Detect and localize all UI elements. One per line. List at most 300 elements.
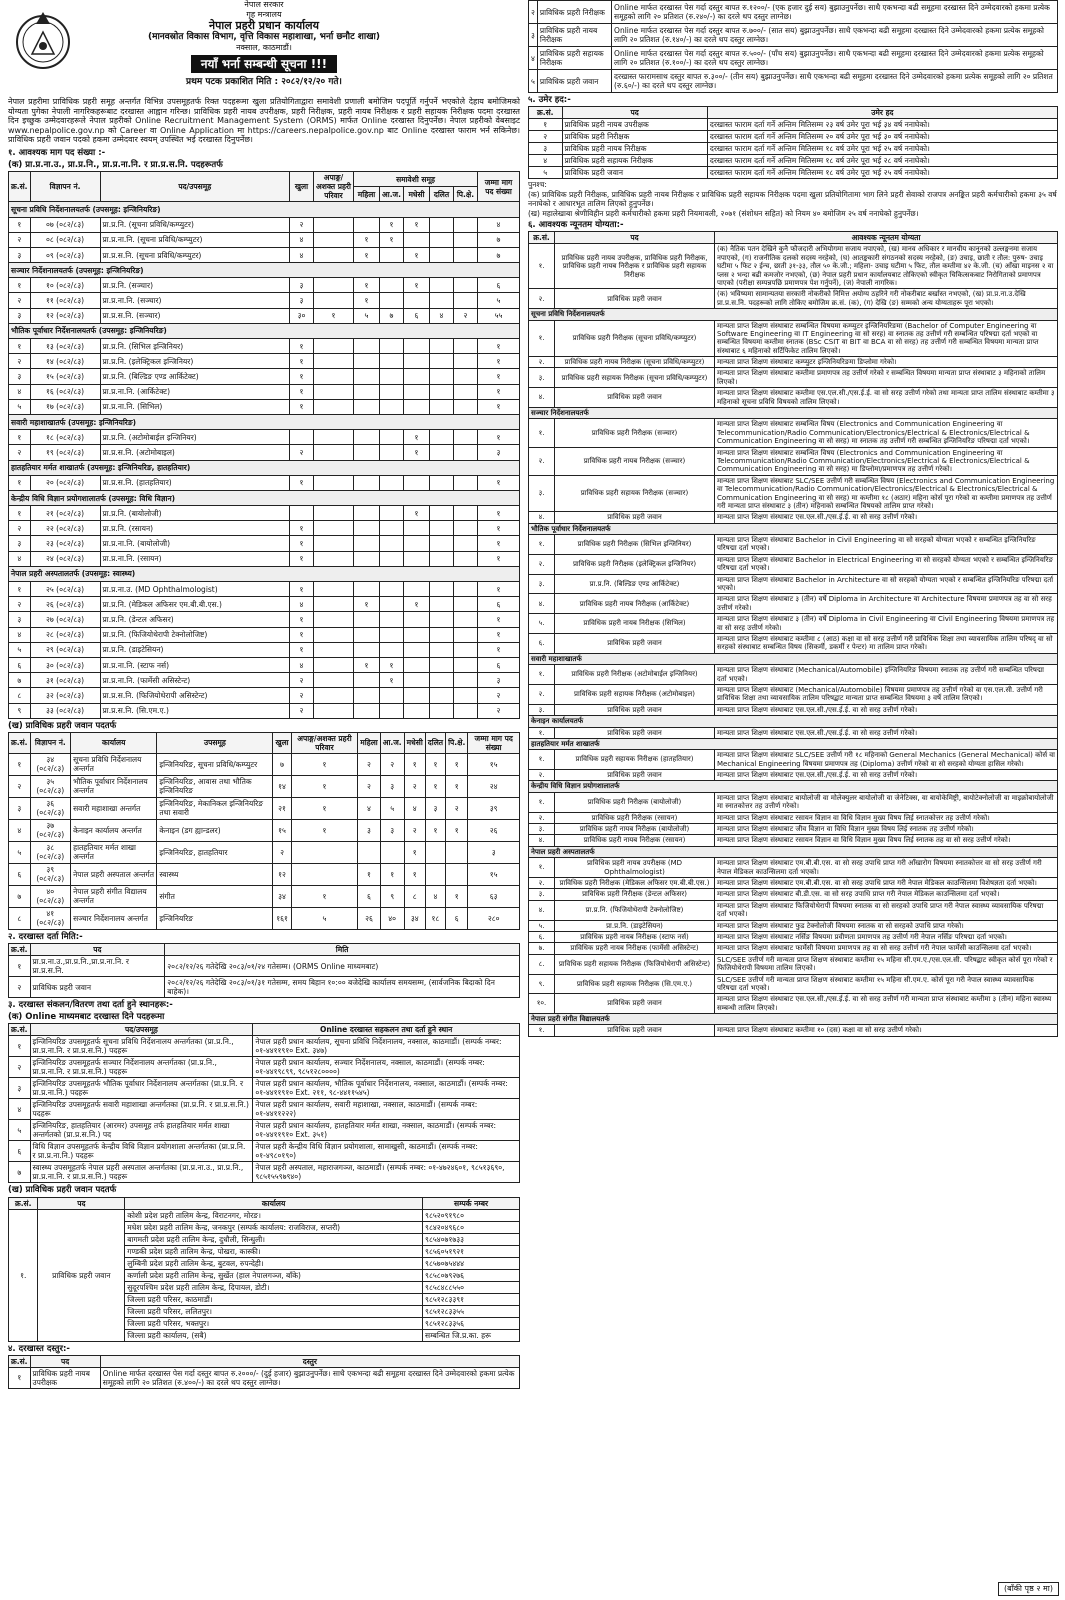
table-cell: मान्यता प्राप्त शिक्षण संस्थाबाट SLC/SEE उत्तीर्ण गरी सम्बन्धित विषय (Electronics and Communication Engineering वा Telecommunication/Radio Communication/Electronics/Electrical & Electronics/Electrical & Communication Engineering वा सो सरह) मा कम्तीमा १८ (अठार) महिना कोर्स पूरा गरेको वा कम्तीमा प्रमाणपत्र तह उत्तीर्ण गरी मान्यता प्राप्त संस्थाबाट ३ (तीन) महिनाको सम्बन्धित विषयको तालिम प्राप्त गरेको। [715, 475, 1058, 512]
table-cell: १ [478, 339, 520, 354]
table-cell: प्राविधिक प्रहरी जवान [555, 770, 715, 781]
table-row [529, 320, 1058, 357]
table-cell: मान्यता प्राप्त शिक्षण संस्थाबाट कम्तीमा ८ (आठ) कक्षा वा सो सरह उत्तीर्ण गरी प्राविधिक शिक्षा तथा व्यावसायिक तालिम परिषद् वा सो सरहको संस्थाबाट सम्बन्धित विषय (सिकर्मी, डकर्मी र पेन्टर) मा तालिम प्राप्त गरेको। [715, 634, 1058, 654]
table-cell: २८ (०८२/८३) [30, 627, 100, 642]
table-cell: प्राविधिक प्रहरी सहायक निरीक्षक (सूचना प्रविधि/कम्प्युटर) [555, 368, 715, 388]
table-cell: ३. [529, 574, 555, 594]
table-cell: १ [354, 247, 380, 262]
table-cell [380, 597, 404, 612]
section-1b-title: (ख) प्राविधिक प्रहरी जवान पदतर्फ [8, 720, 117, 731]
table-row [529, 770, 1058, 781]
column-header: पद [555, 232, 715, 244]
note-line: पुनश्च: [528, 180, 547, 190]
table-cell: १ [314, 308, 354, 323]
table-cell [404, 384, 430, 399]
table-cell: ३३ (०८२/८३) [30, 703, 100, 718]
section-4-title: ४. दरखास्त दस्तुर:- [8, 1343, 70, 1354]
table-cell: २५ (०८२/८३) [30, 582, 100, 597]
table-cell [354, 339, 380, 354]
table-cell [314, 551, 354, 566]
table-row [529, 1014, 1058, 1025]
table-cell: मधेश प्रदेश प्रहरी तालिम केन्द्र, जनकपुर (सम्पर्क कार्यालय: राजविराज, सप्तरी) [125, 1221, 423, 1233]
table-cell: प्राविधिक प्रहरी नायब निरीक्षक [562, 143, 707, 155]
table-cell: इन्जिनियरिङ [157, 907, 273, 929]
table-cell: १ [290, 521, 314, 536]
table-jawan-posts [8, 732, 520, 930]
table-cell [314, 293, 354, 308]
table-cell [430, 627, 454, 642]
table-cell: १ [404, 247, 430, 262]
table-row [9, 1209, 520, 1221]
notice-banner: नयाँ भर्ना सम्बन्धी सूचना !!! [191, 55, 337, 73]
table-cell: ४. [529, 512, 555, 523]
table-cell: ७ [9, 885, 31, 907]
table-cell: १ [478, 551, 520, 566]
table-row [529, 388, 1058, 408]
table-row [9, 956, 520, 977]
table-cell [314, 536, 354, 551]
table-row [529, 368, 1058, 388]
table-cell [404, 293, 430, 308]
table-cell: ७ [273, 753, 291, 775]
section-1a-title: (क) प्रा.प्र.ना.उ., प्रा.प्र.नि., प्रा.प्र.ना.नि. र प्रा.प्र.स.नि. पदहरूतर्फ [8, 160, 223, 171]
table-cell: प्राविधिक प्रहरी निरीक्षक (सूचना प्रविधि/कम्प्युटर) [555, 320, 715, 357]
table-row [529, 419, 1058, 447]
table-row [9, 308, 520, 323]
col-backward: पि.क्षे. [454, 187, 478, 202]
table-cell: १ [354, 293, 380, 308]
table-cell: मान्यता प्राप्त शिक्षण संस्थाबाट रसायन विज्ञान वा विधि विज्ञान मुख्य विषय लिई स्नातकोत्तर तह उत्तीर्ण गरेको। [715, 812, 1058, 823]
publish-date: प्रथम पटक प्रकाशित मिति : २०८२/१२/२० गते। [186, 77, 342, 88]
table-row [9, 399, 520, 414]
table-cell [354, 536, 380, 551]
table-cell [404, 703, 430, 718]
table-row [529, 704, 1058, 715]
table-cell: ३ [380, 775, 404, 797]
table-cell [430, 551, 454, 566]
table-cell [454, 673, 478, 688]
table-cell: ४. [529, 900, 555, 920]
table-cell: सञ्चार निर्देशनालय अन्तर्गत [71, 907, 157, 929]
table-cell [454, 536, 478, 551]
table-row [529, 994, 1058, 1014]
group-heading: केन्द्रीय विधि विज्ञान प्रयोगशालातर्फ (उपसमूह: विधि विज्ञान) [9, 490, 520, 505]
table-cell: मान्यता प्राप्त शिक्षण संस्थाबाट कम्तीमा एस.एल.सी./एस.ई.ई. वा सो सरह उत्तीर्ण गरेको तथा मान्यता प्राप्त तालिम संस्थाबाट कम्तीमा ३ महिनाको सूचना प्रविधि विषयको तालिम लिएको। [715, 388, 1058, 408]
table-cell: २. [529, 447, 555, 475]
table-row [9, 688, 520, 703]
table-cell [454, 703, 478, 718]
table-cell: १८ [425, 907, 445, 929]
table-cell: ५ [529, 167, 563, 179]
table-row [9, 673, 520, 688]
table-cell: ९८५४०७१७३३ [423, 1233, 520, 1245]
table-cell: मान्यता प्राप्त शिक्षण संस्थाबाट फार्मेसी विषयमा प्रमाणपत्र तह वा सो सरह उत्तीर्ण गरी नेपाल फार्मेसी काउन्सिलमा दर्ता भएको। [715, 943, 1058, 954]
table-cell: १ [9, 217, 31, 232]
table-cell: १ [9, 1367, 31, 1388]
table-cell: ५. [529, 614, 555, 634]
table-cell [291, 841, 358, 863]
table-cell [314, 430, 354, 445]
table-cell [430, 657, 454, 672]
table-cell: २१ [273, 797, 291, 819]
table-cell: इन्जिनियरिङ, मेकानिकल इन्जिनियरिङ तथा सवारी [157, 797, 273, 819]
table-cell: १ [380, 863, 404, 885]
table-cell: Online मार्फत दरखास्त पेस गर्दा दस्तुर बापत रु.१२००/- (एक हजार दुई सय) बुझाउनुपर्नेछ। साथै एकभन्दा बढी समूहमा दरखास्त दिने उम्मेदवारको हकमा प्रत्येक समूहको लागि २० प्रतिशत (रु.२४०/-) का दरले थप दस्तुर लाग्नेछ। [612, 1, 1058, 24]
table-cell [454, 247, 478, 262]
table-cell: जिल्ला प्रहरी परिसर, भक्तपुर। [125, 1317, 423, 1329]
table-cell: प्राविधिक प्रहरी जवान [537, 70, 611, 93]
table-cell: २ [446, 797, 468, 819]
table-row [529, 824, 1058, 835]
group-heading: भौतिक पूर्वाधार निर्देशनालयतर्फ (उपसमूह: इन्जिनियरिङ) [9, 323, 520, 338]
table-cell [430, 688, 454, 703]
table-cell: २९ (०८२/८३) [30, 642, 100, 657]
table-cell [430, 536, 454, 551]
table-cell: १ [290, 536, 314, 551]
table-cell: प्राविधिक प्रहरी निरीक्षक (सञ्चार) [555, 419, 715, 447]
table-cell: २ [9, 977, 31, 998]
table-cell: १ [478, 506, 520, 521]
table-cell: प्रा.प्र.ना.नि. (सिभिल) [100, 399, 289, 414]
table-cell: २. [529, 357, 555, 368]
table-cell: प्राविधिक प्रहरी नायब निरीक्षक (फार्मेसी असिस्टेन्ट) [555, 943, 715, 954]
table-cell: भौतिक पूर्वाधार निर्देशनालय अन्तर्गत [71, 775, 157, 797]
table-cell: ५ [9, 841, 31, 863]
table-cell: १ [9, 1036, 31, 1057]
table-row [9, 566, 520, 581]
table-cell [354, 627, 380, 642]
table-cell: २ [358, 775, 380, 797]
table-row [529, 781, 1058, 792]
table-cell: १ [425, 775, 445, 797]
table-cell [404, 627, 430, 642]
table-cell: ३४ [404, 907, 425, 929]
table-cell: मान्यता प्राप्त शिक्षण संस्थाबाट फिजियोथेरापी विषयमा स्नातक वा सो सरहको उपाधि प्राप्त गरी नेपाल स्वास्थ्य व्यावसायिक परिषद्मा दर्ता भएको। [715, 900, 1058, 920]
table-cell: ४ [9, 551, 31, 566]
section-1-title: १. आवश्यक माग पद संख्या :- [8, 147, 106, 158]
table-cell [314, 642, 354, 657]
table-cell: १ [354, 657, 380, 672]
table-cell: प्राविधिक प्रहरी नायब निरीक्षक (सूचना प्रविधि/कम्प्युटर) [555, 357, 715, 368]
table-cell: ८ [404, 885, 425, 907]
table-cell: प्राविधिक प्रहरी सहायक निरीक्षक [537, 47, 611, 70]
table-cell: २. [529, 289, 555, 309]
table-cell: ९८५१२८३३९१ [423, 1293, 520, 1305]
table-cell [354, 642, 380, 657]
table-cell: २ [290, 445, 314, 460]
table-cell: १ [380, 657, 404, 672]
table-row [9, 323, 520, 338]
table-cell: १. [529, 665, 555, 685]
table-cell: प्रा.प्र.ना.नि. (रसायन) [100, 551, 289, 566]
table-cell: दरखास्त फाराम दर्ता गर्ने अन्तिम मितिसम्म १८ वर्ष उमेर पूरा भई २८ वर्ष ननाघेको। [707, 155, 1057, 167]
group-heading: सवारी महाशाखातर्फ [529, 653, 1058, 664]
table-cell: १. [529, 244, 555, 289]
table-cell: मान्यता प्राप्त शिक्षण संस्थाबाट (Mechanical/Automobile) इन्जिनियरिङ विषयमा स्नातक तह उत्तीर्ण गरी सम्बन्धित परिषद्मा दर्ता भएको। [715, 665, 1058, 685]
notice-header [8, 0, 520, 95]
section-6-title: ६. आवश्यक न्यूनतम योग्यता:- [528, 220, 624, 231]
column-header: मधेसी [404, 732, 425, 753]
table-cell: मान्यता प्राप्त शिक्षण संस्थाबाट ३ (तीन) वर्षे Diploma in Civil Engineering वा Civil Engineering विषयमा प्रमाणपत्र तह वा सो सरह उत्तीर्ण गरेको। [715, 614, 1058, 634]
table-cell: ७ [9, 1162, 31, 1183]
table-cell: प्रा.प्र.नि. (डाइटेसियन) [555, 920, 715, 931]
table-cell: ४१ (०८२/८३) [30, 907, 71, 929]
table-cell: कोशी प्रदेश प्रहरी तालिम केन्द्र, विराटनगर, मोरङ। [125, 1209, 423, 1221]
table-cell [314, 247, 354, 262]
table-cell: ३ [425, 797, 445, 819]
table-cell: १६ (०८२/८३) [30, 384, 100, 399]
table-cell: १ [478, 521, 520, 536]
section-3a-title: (क) Online माध्यमबाट दरखास्त दिने पदहरूमा [8, 1012, 165, 1023]
table-age-limit [528, 106, 1058, 179]
table-cell: प्राविधिक प्रहरी जवान [555, 634, 715, 654]
table-cell: इन्जिनियरिङ उपसमूहतर्फ सञ्चार निर्देशनालय अन्तर्गतका (प्रा.प्र.नि., प्रा.प्र.ना.नि. र प्रा.प्र.स.नि.) पदहरू [30, 1057, 253, 1078]
table-row [9, 642, 520, 657]
table-cell [454, 657, 478, 672]
table-row [9, 217, 520, 232]
table-cell [380, 841, 404, 863]
table-row [9, 1367, 520, 1388]
table-cell: ७ [9, 673, 31, 688]
column-header: मिति [165, 944, 520, 956]
table-cell: ३. [529, 889, 555, 900]
table-fee-first-row [8, 1355, 520, 1389]
table-cell: १ [446, 885, 468, 907]
table-cell: ३. [529, 368, 555, 388]
table-cell: ४० (०८२/८३) [30, 885, 71, 907]
column-header: पद/उपसमूह [30, 1024, 253, 1036]
table-row [529, 877, 1058, 888]
table-cell: SLC/SEE उत्तीर्ण गरी मान्यता प्राप्त शिक्षण संस्थाबाट कम्तीमा १५ महिना सी.एम.ए. कोर्स पूरा गरी नेपाल स्वास्थ्य व्यावसायिक परिषद्मा दर्ता भएको। [715, 974, 1058, 994]
table-cell [430, 293, 454, 308]
table-cell [454, 551, 478, 566]
table-cell [314, 506, 354, 521]
table-row [529, 1025, 1058, 1036]
table-cell: सवारी महाशाखा अन्तर्गत [71, 797, 157, 819]
table-online-locations [8, 1023, 520, 1183]
column-header: क्र.सं. [529, 107, 563, 119]
table-cell: ३९ (०८२/८३) [30, 863, 71, 885]
section-5-title: ५. उमेर हद:- [528, 95, 571, 105]
table-cell [380, 536, 404, 551]
table-cell [380, 293, 404, 308]
col-disabled-family: अपाङ्ग/अशक्त प्रहरी परिवार [314, 172, 354, 202]
table-cell: इन्जिनियरिङ, हातहतियार (आरमर) उपसमूह तर्फ हातहतियार मर्मत शाखा अन्तर्गतको (प्रा.प्र.स.नि.) पद [30, 1120, 253, 1141]
header-location: नक्साल, काठमाडौं। [236, 43, 292, 53]
table-cell: ९८५७०७५४४४ [423, 1257, 520, 1269]
table-cell: केनाइन कार्यालय अन्तर्गत [71, 819, 157, 841]
table-row [529, 954, 1058, 974]
table-cell: कर्णाली प्रदेश प्रहरी तालिम केन्द्र, सुर्खेत (हाल नेपालगञ्ज, बाँके) [125, 1269, 423, 1281]
column-header: आवश्यक न्यूनतम योग्यता [715, 232, 1058, 244]
table-cell [354, 369, 380, 384]
table-cell [430, 475, 454, 490]
table-cell: प्राविधिक प्रहरी सहायक निरीक्षक (अटोमोबाइल) [555, 684, 715, 704]
table-cell: २८० [468, 907, 520, 929]
column-header: क्र.सं. [9, 944, 31, 956]
table-cell: मान्यता प्राप्त शिक्षण संस्थाबाट सम्बन्धित विषयमा कम्प्युटर इन्जिनियरिङमा (Bachelor of Computer Engineering वा Software Engineering वा IT Engineering वा सो सरह) वा स्नातक तह उत्तीर्ण गरी सम्बन्धित परिषद्मा दर्ता भएको वा सम्बन्धित विषयमा कम्तीमा स्नातक (BSc CSIT वा BIT वा BCA वा सो सरह) तह उत्तीर्ण गरी सम्बन्धित विषयमा मान्यता प्राप्त संस्थाबाट ६ महिनाको सर्टिफिकेट तालिम लिएको। [715, 320, 1058, 357]
table-cell [380, 445, 404, 460]
column-header: उपसमूह [157, 732, 273, 753]
table-cell: ९८५१२८३३५६ [423, 1317, 520, 1329]
table-cell [425, 863, 445, 885]
group-heading: सञ्चार निर्देशनालयतर्फ (उपसमूह: इन्जिनियरिङ) [9, 263, 520, 278]
table-cell: ५ [9, 399, 31, 414]
table-cell: गण्डकी प्रदेश प्रहरी तालिम केन्द्र, पोखरा, कास्की। [125, 1245, 423, 1257]
group-heading: हातहतियार मर्मत शाखातर्फ (उपसमूह: इन्जिनियरिङ, हातहतियार) [9, 460, 520, 475]
table-officer-posts [8, 171, 520, 718]
table-cell: ३५ (०८२/८३) [30, 775, 71, 797]
table-cell [314, 703, 354, 718]
table-cell: ७ [380, 308, 404, 323]
table-cell: १ [290, 369, 314, 384]
table-row [529, 594, 1058, 614]
table-cell: इन्जिनियरिङ उपसमूहतर्फ सूचना प्रविधि निर्देशनालय अन्तर्गतका (प्रा.प्र.नि., प्रा.प्र.ना.नि. र प्रा.प्र.स.नि.) पदहरू [30, 1036, 253, 1057]
table-cell [354, 551, 380, 566]
table-cell [314, 657, 354, 672]
table-cell: २ [404, 819, 425, 841]
table-cell: १ [290, 339, 314, 354]
table-cell [446, 841, 468, 863]
col-total: जम्मा माग पद संख्या [478, 172, 520, 202]
table-cell: ९८५८४८८५५० [423, 1281, 520, 1293]
table-cell: प्राविधिक प्रहरी नायब उपरीक्षक, प्राविधिक प्रहरी निरीक्षक, प्राविधिक प्रहरी नायब निरीक्षक र प्राविधिक प्रहरी सहायक निरीक्षक [555, 244, 715, 289]
table-cell: ४ [529, 47, 538, 70]
table-cell [314, 597, 354, 612]
table-cell [430, 597, 454, 612]
column-header: क्र.सं. [9, 732, 31, 753]
table-cell [354, 673, 380, 688]
table-cell: १ [9, 956, 31, 977]
table-cell: प्राविधिक प्रहरी जवान [555, 388, 715, 408]
table-cell: २१ (०८२/८३) [30, 506, 100, 521]
table-cell [454, 369, 478, 384]
table-cell: ९ [380, 885, 404, 907]
table-cell [380, 399, 404, 414]
table-row [9, 703, 520, 718]
table-cell [430, 369, 454, 384]
table-cell: प्रा.प्र.स.नि. (सूचना प्रविधि/कम्प्युटर) [100, 247, 289, 262]
table-cell: ७. [529, 943, 555, 954]
table-cell: ६ [358, 885, 380, 907]
table-cell: ४ [290, 247, 314, 262]
table-cell: प्राविधिक प्रहरी निरीक्षक (अटोमोबाईल इन्जिनियर) [555, 665, 715, 685]
col-inclusive-group: समावेशी समूह [354, 172, 478, 187]
table-cell: SLC/SEE उत्तीर्ण गरी मान्यता प्राप्त शिक्षण संस्थाबाट कम्तीमा १५ महिना सी.एम.ए./एस.एल.सी. परिषद्बाट स्वीकृत कोर्स पूरा गरेको र फिजियोथेरापी विषयमा तालिम लिएको। [715, 954, 1058, 974]
table-cell: २ [9, 1057, 31, 1078]
table-cell: प्राविधिक प्रहरी नायब उपरीक्षक [30, 1367, 100, 1388]
table-cell: २ [9, 354, 31, 369]
table-cell: प्राविधिक प्रहरी जवान [555, 994, 715, 1014]
table-cell: प्रा.प्र.नि. (रसायन) [100, 521, 289, 536]
table-cell: दरखास्त फाराम दर्ता गर्ने अन्तिम मितिसम्म २३ वर्ष उमेर पूरा भई ३४ वर्ष ननाघेको। [707, 119, 1057, 131]
table-cell: नेपाल प्रहरी अस्पताल अन्तर्गत [71, 863, 157, 885]
table-cell: २ [529, 131, 563, 143]
table-row [9, 278, 520, 293]
table-cell: नेपाल प्रहरी प्रधान कार्यालय, सञ्चार निर्देशनालय, नक्साल, काठमाडौं। (सम्पर्क नम्बर: ०१-४४१९८९९, ९८५१२८००००) [253, 1057, 520, 1078]
table-cell [314, 354, 354, 369]
table-cell: प्रा.प्र.नि. (बिल्डिङ एण्ड आर्किटेक्ट) [100, 369, 289, 384]
table-cell: १. [529, 1025, 555, 1036]
table-cell [314, 399, 354, 414]
table-cell [354, 399, 380, 414]
table-cell: ६ [478, 657, 520, 672]
table-cell: प्राविधिक प्रहरी निरीक्षक [537, 1, 611, 24]
table-cell [291, 863, 358, 885]
table-row [9, 263, 520, 278]
table-cell: १ [9, 475, 31, 490]
table-cell: ४ [9, 627, 31, 642]
table-cell: प्रा.प्र.नि. (सिभिल इन्जिनियर) [100, 339, 289, 354]
table-cell: १ [478, 354, 520, 369]
table-cell: जिल्ला प्रहरी कार्यालय, (सबै) [125, 1329, 423, 1341]
table-cell: १ [446, 753, 468, 775]
table-cell: २६ [468, 819, 520, 841]
table-row [529, 900, 1058, 920]
table-row [9, 521, 520, 536]
table-cell: ५ [478, 293, 520, 308]
table-cell: ०७ (०८२/८३) [30, 217, 100, 232]
table-row [9, 1141, 520, 1162]
table-row [529, 931, 1058, 942]
table-cell: १ [290, 627, 314, 642]
table-cell: १ [291, 753, 358, 775]
continued-tag: (बाँकी पृष्ठ २ मा) [998, 1582, 1059, 1596]
table-row [9, 506, 520, 521]
table-cell [430, 582, 454, 597]
table-cell: २ [290, 688, 314, 703]
table-cell [380, 475, 404, 490]
table-row [9, 627, 520, 642]
column-header: विज्ञापन नं. [30, 732, 71, 753]
group-heading: सवारी महाशाखातर्फ (उपसमूह: इन्जिनियरिङ) [9, 414, 520, 429]
table-cell: प्रा.प्र.नि. (बायोलोजी) [100, 506, 289, 521]
table-cell: प्रा.प्र.नि. (सूचना प्रविधि/कम्प्युटर) [100, 217, 289, 232]
table-cell: ४ [290, 232, 314, 247]
table-cell: प्रा.प्र.स.नि. (हातहतियार) [100, 475, 289, 490]
column-header: पद [38, 1197, 125, 1209]
table-cell [430, 521, 454, 536]
table-cell: १३ (०८२/८३) [30, 339, 100, 354]
table-cell [430, 642, 454, 657]
table-cell: १ [380, 232, 404, 247]
table-cell: १ [290, 354, 314, 369]
table-cell: ७ [478, 232, 520, 247]
table-cell: प्रा.प्र.स.नि. (सि.एम.ए.) [100, 703, 289, 718]
table-cell [354, 384, 380, 399]
col-dalit: दलित [430, 187, 454, 202]
table-cell [314, 582, 354, 597]
table-cell: २४ [468, 775, 520, 797]
table-cell: १७ (०८२/८३) [30, 399, 100, 414]
table-cell: १ [404, 278, 430, 293]
table-cell [354, 475, 380, 490]
table-row [9, 414, 520, 429]
table-row [9, 657, 520, 672]
group-heading: नेपाल प्रहरी अस्पतालतर्फ [529, 846, 1058, 857]
col-open: खुला [290, 172, 314, 202]
column-header: क्र.सं. [529, 232, 555, 244]
table-cell [454, 506, 478, 521]
table-cell: १ [291, 885, 358, 907]
table-cell: १ [290, 399, 314, 414]
table-cell: प्रा.प्र.नि. (बिल्डिङ एण्ड आर्किटेक्ट) [555, 574, 715, 594]
column-header: क्र.सं. [9, 1355, 31, 1367]
table-cell: (क) भविष्यमा सामान्यतया सरकारी नोकरीको निमित्त अयोग्य ठहरिने गरी नोकरीबाट बर्खास्त नभएको, (ख) प्रा.प्र.ना.उ.देखि प्रा.प्र.स.नि. पदहरूको लागि तोकिए बमोजिम क्र.सं. (क), (ग) देखि (ङ) सम्मको अन्य योग्यताहरू पूरा भएको। [715, 289, 1058, 309]
table-cell: नेपाल प्रहरी केन्द्रीय विधि विज्ञान प्रयोगशाला, सामाखुसी, काठमाडौं। (सम्पर्क नम्बर: ०१-४९८०१९०) [253, 1141, 520, 1162]
table-cell [314, 673, 354, 688]
column-header: पद [30, 944, 165, 956]
